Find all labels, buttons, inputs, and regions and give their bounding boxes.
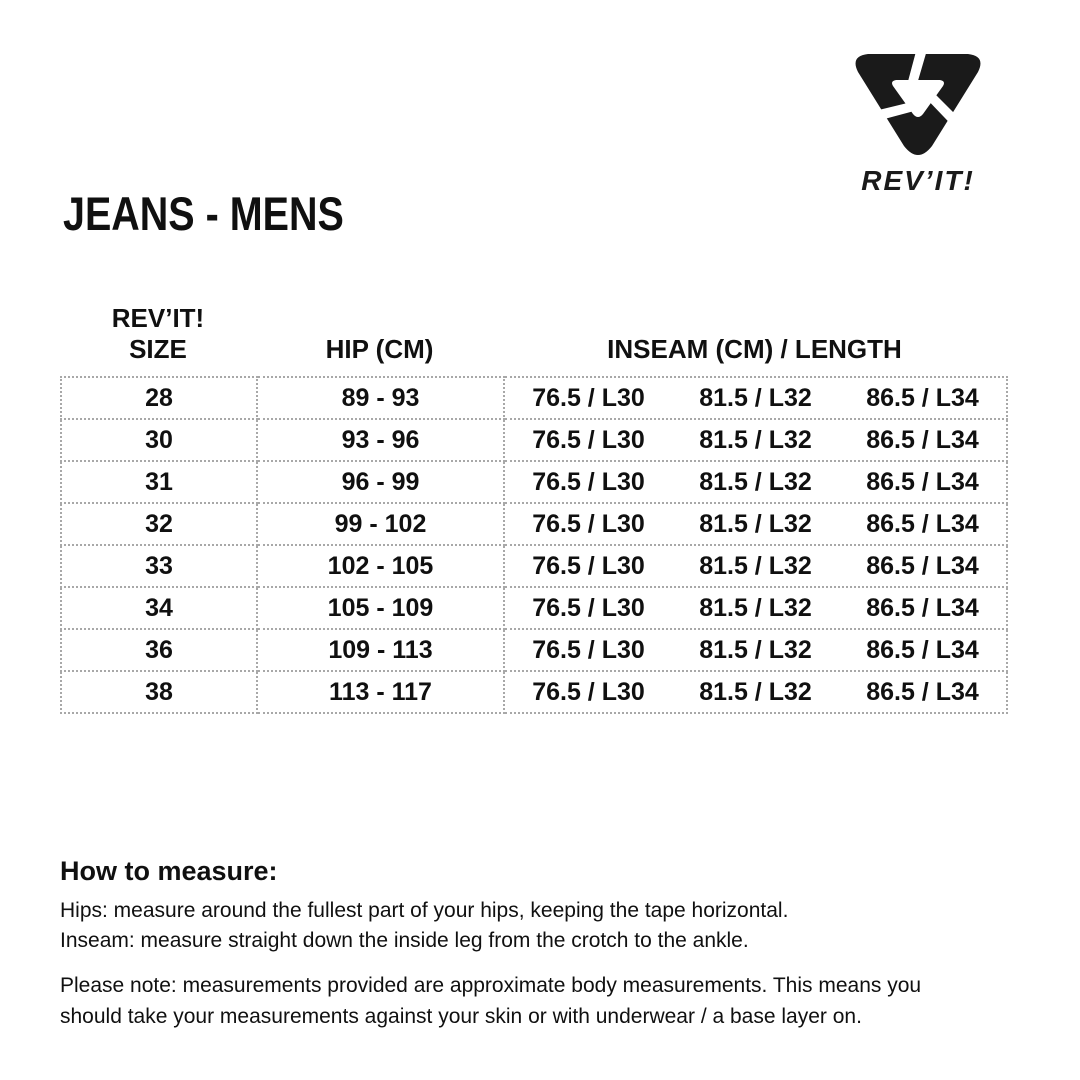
inseam-l32: 81.5 / L32 xyxy=(699,467,812,496)
size-cell: 28 xyxy=(61,377,257,419)
inseam-instruction: Inseam: measure straight down the inside leg from the crotch to the ankle. xyxy=(60,929,749,952)
table-row xyxy=(61,671,1007,713)
inseam-l30: 76.5 / L30 xyxy=(532,635,645,664)
table-row xyxy=(61,419,1007,461)
table-row xyxy=(61,629,1007,671)
inseam-cell xyxy=(504,671,1007,713)
inseam-l32: 81.5 / L32 xyxy=(699,593,812,622)
hip-cell: 113 - 117 xyxy=(257,671,504,713)
inseam-l34: 86.5 / L34 xyxy=(866,551,979,580)
inseam-l32: 81.5 / L32 xyxy=(699,425,812,454)
inseam-l30: 76.5 / L30 xyxy=(532,593,645,622)
size-cell: 36 xyxy=(61,629,257,671)
size-cell: 33 xyxy=(61,545,257,587)
size-cell: 38 xyxy=(61,671,257,713)
table-row xyxy=(61,503,1007,545)
inseam-l30: 76.5 / L30 xyxy=(532,425,645,454)
hip-cell: 105 - 109 xyxy=(257,587,504,629)
inseam-l30: 76.5 / L30 xyxy=(532,509,645,538)
hip-cell: 99 - 102 xyxy=(257,503,504,545)
header-size-line2: SIZE xyxy=(129,334,187,364)
header-inseam: INSEAM (CM) / LENGTH xyxy=(607,334,902,364)
inseam-l30: 76.5 / L30 xyxy=(532,677,645,706)
size-cell: 30 xyxy=(61,419,257,461)
inseam-l32: 81.5 / L32 xyxy=(699,635,812,664)
inseam-l34: 86.5 / L34 xyxy=(866,635,979,664)
revit-shield-icon xyxy=(846,50,990,162)
size-cell: 32 xyxy=(61,503,257,545)
inseam-l34: 86.5 / L34 xyxy=(866,383,979,412)
header-hip: HIP (CM) xyxy=(325,334,434,364)
inseam-cell xyxy=(504,461,1007,503)
how-to-measure-heading: How to measure: xyxy=(60,856,278,886)
inseam-cell xyxy=(504,377,1007,419)
inseam-l30: 76.5 / L30 xyxy=(532,467,645,496)
inseam-cell xyxy=(504,587,1007,629)
inseam-cell xyxy=(504,503,1007,545)
hip-cell: 96 - 99 xyxy=(257,461,504,503)
inseam-l32: 81.5 / L32 xyxy=(699,383,812,412)
hip-cell: 93 - 96 xyxy=(257,419,504,461)
hips-instruction: Hips: measure around the fullest part of your hips, keeping the tape horizontal. xyxy=(60,899,789,922)
hip-cell: 89 - 93 xyxy=(257,377,504,419)
inseam-l32: 81.5 / L32 xyxy=(699,677,812,706)
table-header-row xyxy=(60,303,1006,376)
brand-wordmark: REV’IT! xyxy=(861,165,975,196)
size-cell: 31 xyxy=(61,461,257,503)
inseam-l34: 86.5 / L34 xyxy=(866,677,979,706)
size-chart xyxy=(60,303,1006,714)
page-title: JEANS - MENS xyxy=(63,187,344,240)
header-size-line1: REV’IT! xyxy=(111,303,205,333)
inseam-l30: 76.5 / L30 xyxy=(532,551,645,580)
table-row xyxy=(61,377,1007,419)
inseam-l34: 86.5 / L34 xyxy=(866,467,979,496)
inseam-cell xyxy=(504,419,1007,461)
inseam-l32: 81.5 / L32 xyxy=(699,551,812,580)
inseam-cell xyxy=(504,545,1007,587)
table-row xyxy=(61,461,1007,503)
brand-logo xyxy=(836,50,1000,197)
measurement-note: Please note: measurements provided are approximate body measurements. This means you should take your measurements against your skin or with underwear / a base layer on. xyxy=(60,974,922,1028)
inseam-l34: 86.5 / L34 xyxy=(866,509,979,538)
inseam-l32: 81.5 / L32 xyxy=(699,509,812,538)
header-size xyxy=(60,303,256,365)
measure-instructions xyxy=(60,896,1005,956)
inseam-l34: 86.5 / L34 xyxy=(866,593,979,622)
table-row xyxy=(61,545,1007,587)
hip-cell: 109 - 113 xyxy=(257,629,504,671)
inseam-l30: 76.5 / L30 xyxy=(532,383,645,412)
inseam-l34: 86.5 / L34 xyxy=(866,425,979,454)
how-to-measure-section xyxy=(60,856,1005,1032)
inseam-cell xyxy=(504,629,1007,671)
hip-cell: 102 - 105 xyxy=(257,545,504,587)
size-table xyxy=(60,376,1008,714)
size-cell: 34 xyxy=(61,587,257,629)
table-row xyxy=(61,587,1007,629)
